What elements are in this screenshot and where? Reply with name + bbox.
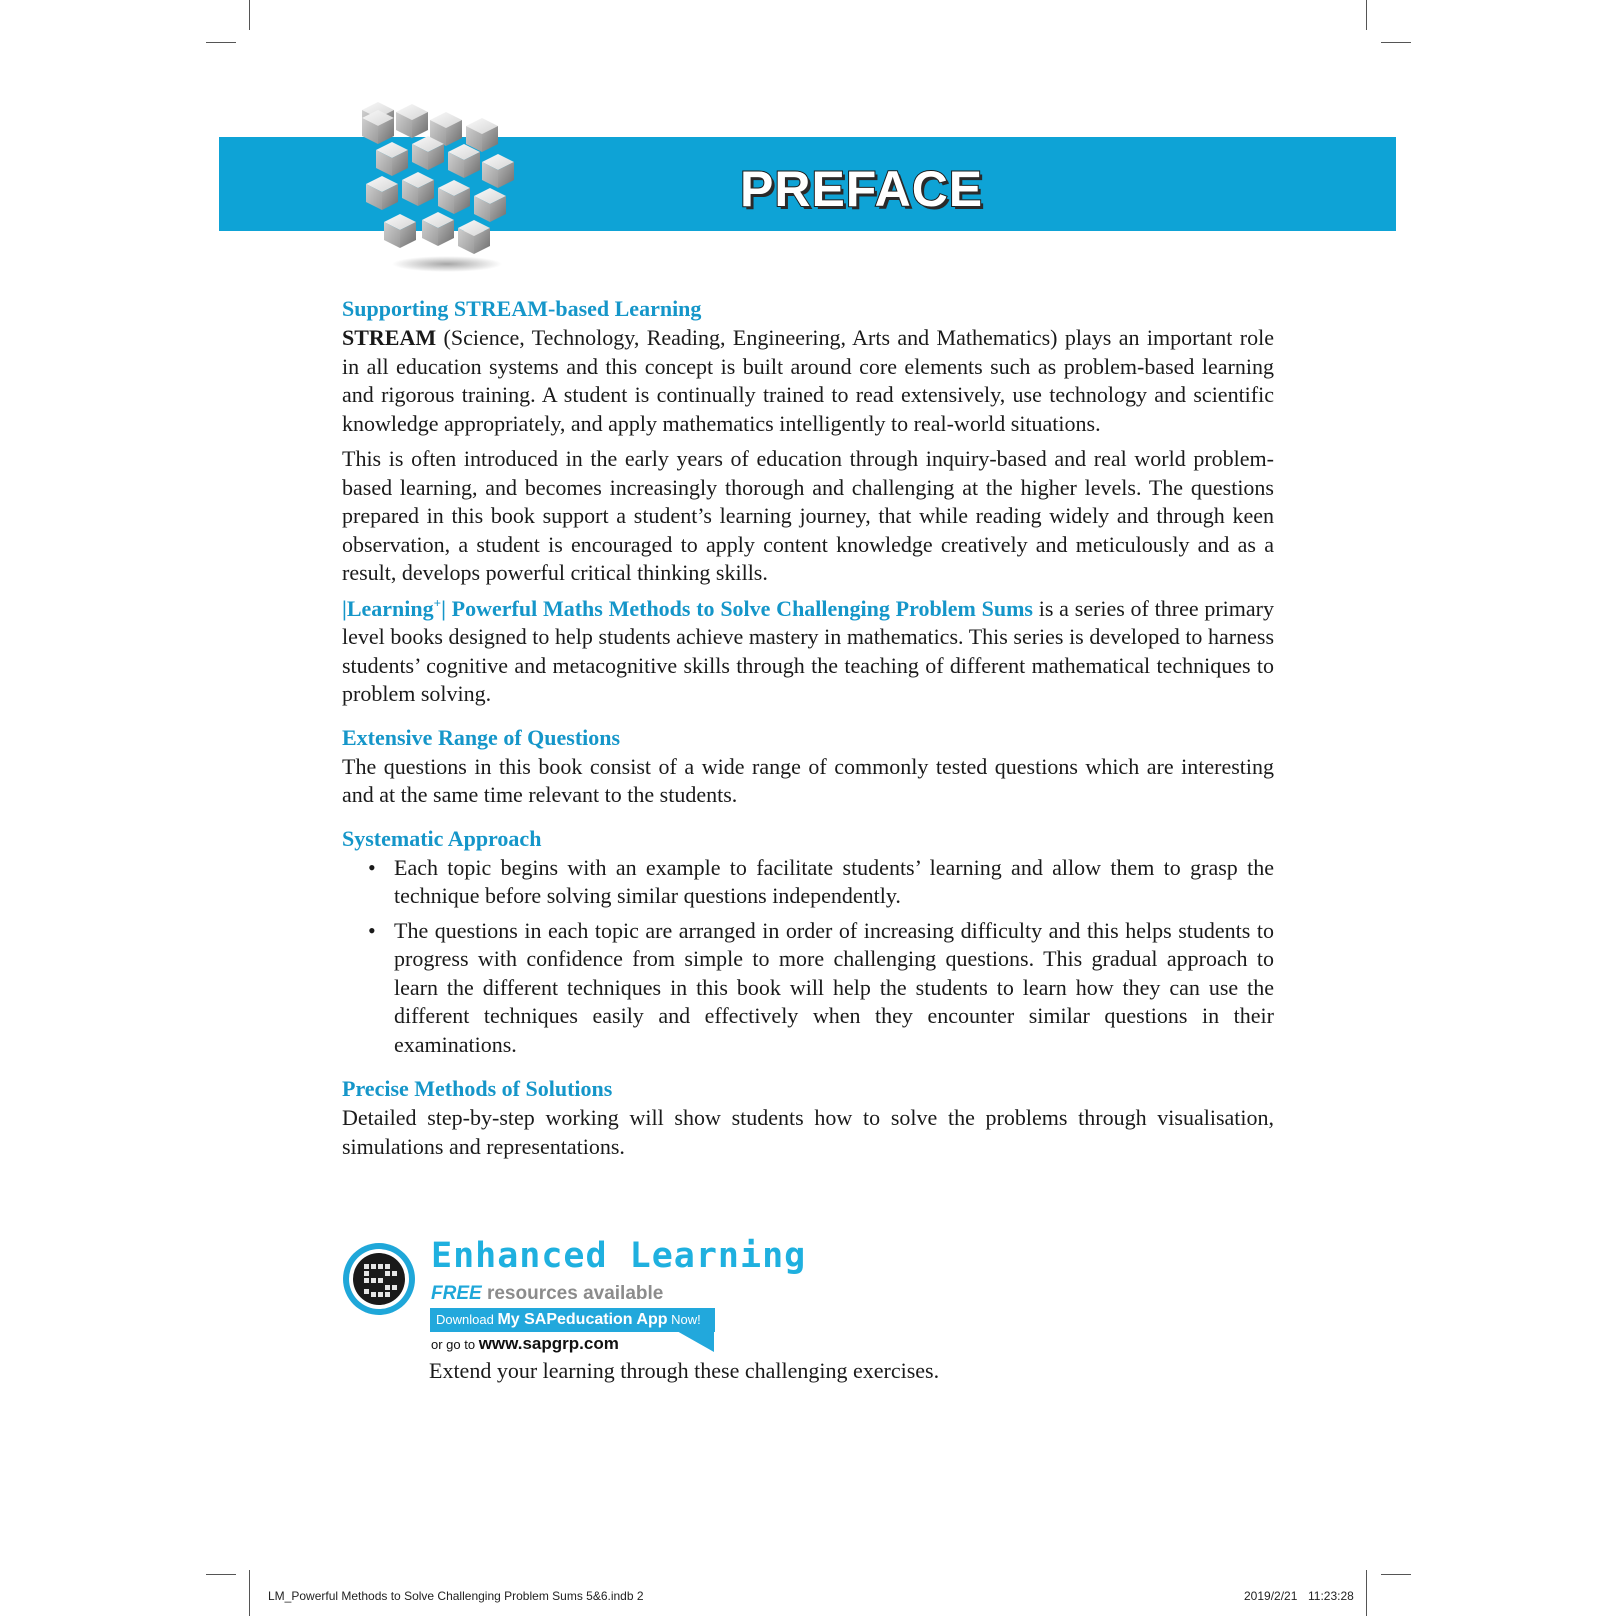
bullet-icon: •: [368, 917, 376, 943]
crop-mark: [249, 0, 250, 30]
bold-term: STREAM: [342, 325, 437, 350]
paragraph: [342, 324, 1274, 438]
series-title: [342, 596, 1033, 621]
download-app-button[interactable]: [430, 1308, 715, 1332]
promo-url-line: [431, 1334, 619, 1354]
app-logo-icon: [342, 1242, 416, 1316]
crop-mark: [1381, 42, 1411, 43]
preface-content: [342, 294, 1274, 1161]
list-item-text: Each topic begins with an example to facilitate students’ learning and allow them to grasp the technique before solving similar questions independently.: [394, 854, 1274, 908]
footer-filename: LM_Powerful Methods to Solve Challenging Problem Sums 5&6.indb 2: [268, 1589, 644, 1603]
list-item-text: The questions in each topic are arranged in order of increasing difficulty and this helps students to progress with confidence from simple to more challenging questions. This gradual approach to learn the different techniques in this book will help the students to learn how they can use the different techniques easily and effectively when they encounter similar questions in their examinations.: [394, 917, 1274, 1057]
section-heading: Precise Methods of Solutions: [342, 1076, 613, 1101]
crop-mark: [1366, 1570, 1367, 1616]
app-name: My SAPeducation App: [497, 1311, 668, 1328]
section-heading: Extensive Range of Questions: [342, 724, 621, 750]
bullet-list: [342, 854, 1274, 1060]
website-link[interactable]: www.sapgrp.com: [478, 1334, 619, 1353]
series-title-sup: +: [433, 595, 442, 611]
paragraph-text: is a series of three primary level books designed to help students achieve mastery in mathematics. This series is developed to harness students’ cognitive and metacognitive skills through the teaching of different mathematical techniques to problem solving.: [342, 595, 1274, 706]
download-prefix: Download: [436, 1312, 498, 1327]
url-prefix: or go to: [431, 1337, 479, 1352]
free-word: FREE: [431, 1283, 482, 1304]
crop-mark: [206, 1574, 236, 1575]
paragraph-text: (Science, Technology, Reading, Engineering, Arts and Mathematics) plays an important role in all education systems and this concept is built around core elements such as problem-based learning and rigorous training. A student is continually trained to read extensively, use technology and scientific knowledge appropriately, and apply mathematics intelligently to real-world situations.: [342, 325, 1274, 436]
paragraph: The questions in this book consist of a wide range of commonly tested questions which are interesting and at the same time relevant to the students.: [342, 753, 1274, 807]
section-heading: Systematic Approach: [342, 825, 542, 851]
crop-mark: [1366, 0, 1367, 30]
list-item: [342, 854, 1274, 911]
series-title-part: | Powerful Maths Methods to Solve Challenging Problem Sums: [441, 595, 1033, 621]
paragraph: This is often introduced in the early years of education through inquiry-based and real world problem-based learning, and becomes increasingly thorough and challenging at the higher levels. The questions prepared in this book support a student’s learning journey, that while reading widely and through keen observation, a student is encouraged to apply content knowledge creatively and meticulously and as a result, develops powerful critical thinking skills.: [342, 446, 1274, 585]
free-rest: resources available: [481, 1283, 664, 1304]
paragraph: Detailed step-by-step working will show students how to solve the problems through visualisation, simulations and representations.: [342, 1105, 1274, 1159]
promo-title: Enhanced Learning: [431, 1236, 807, 1276]
download-suffix: Now!: [667, 1312, 701, 1327]
footer-time: 11:23:28: [1308, 1589, 1354, 1603]
section-heading: Supporting STREAM-based Learning: [342, 296, 702, 321]
promo-caption: Extend your learning through these challenging exercises.: [429, 1358, 940, 1383]
enhanced-learning-promo: [342, 1236, 1042, 1383]
promo-subtitle: [431, 1283, 663, 1305]
paragraph: [342, 595, 1274, 709]
bullet-icon: •: [368, 854, 376, 880]
list-item: [342, 917, 1274, 1060]
crop-mark: [249, 1570, 250, 1616]
crop-mark: [206, 42, 236, 43]
page-title: PREFACE: [740, 161, 984, 217]
cubes-icon: [362, 102, 532, 274]
series-title-part: |Learning: [342, 595, 434, 621]
crop-mark: [1381, 1574, 1411, 1575]
footer-date: 2019/2/21: [1244, 1589, 1298, 1603]
